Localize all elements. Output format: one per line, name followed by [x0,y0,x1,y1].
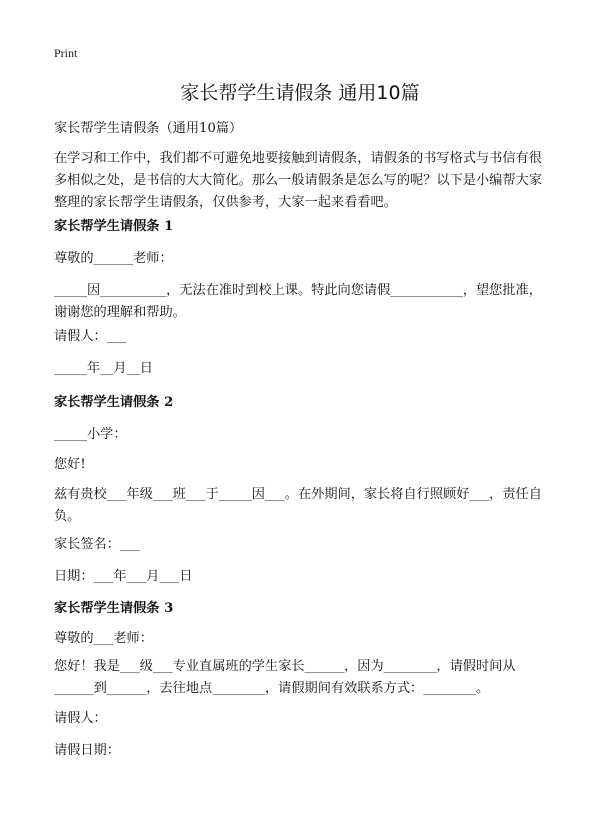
section-2-hello: 您好! [54,457,86,472]
section-1-greeting: 尊敬的______老师： [54,251,173,266]
intro-paragraph: 在学习和工作中，我们都不可避免地要接触到请假条，请假条的书写格式与书信有很多相似之处，是书信的大大简化。那么一般请假条是怎么写的呢？以下是小编帮大家整理的家长帮学生请假条，仅供参考，大家一起来看看吧。 [54,151,542,210]
section-2-parent-sign: 家长签名：___ [54,537,140,552]
document-subtitle: 家长帮学生请假条（通用10篇） [54,121,243,136]
section-3-body: 您好！我是___级___专业直属班的学生家长______，因为________，请假时间从______到______，去往地点________，请假期间有效联系方式：________。 [54,659,516,696]
section-2-school: _____小学： [54,427,127,442]
section-1-date: _____年__月__日 [54,361,153,376]
section-3-heading: 家长帮学生请假条 3 [54,601,174,616]
section-2-heading: 家长帮学生请假条 2 [54,395,174,410]
print-label: Print [54,46,78,60]
section-3-date: 请假日期： [54,743,120,758]
section-2-date: 日期：___年___月___日 [54,569,193,584]
section-1-heading: 家长帮学生请假条 1 [54,219,174,234]
section-1-body: _____因__________，无法在准时到校上课。特此向您请假___________，望您批准，谢谢您的理解和帮助。 [54,283,542,320]
section-1-applicant: 请假人：___ [54,329,127,344]
section-3-greeting: 尊敬的___老师： [54,631,153,646]
section-2-body: 兹有贵校___年级___班___于_____因___。在外期间，家长将自行照顾好___，责任自负。 [54,487,542,524]
page-title: 家长帮学生请假条 通用10篇 [180,82,420,104]
section-3-applicant: 请假人： [54,711,107,726]
